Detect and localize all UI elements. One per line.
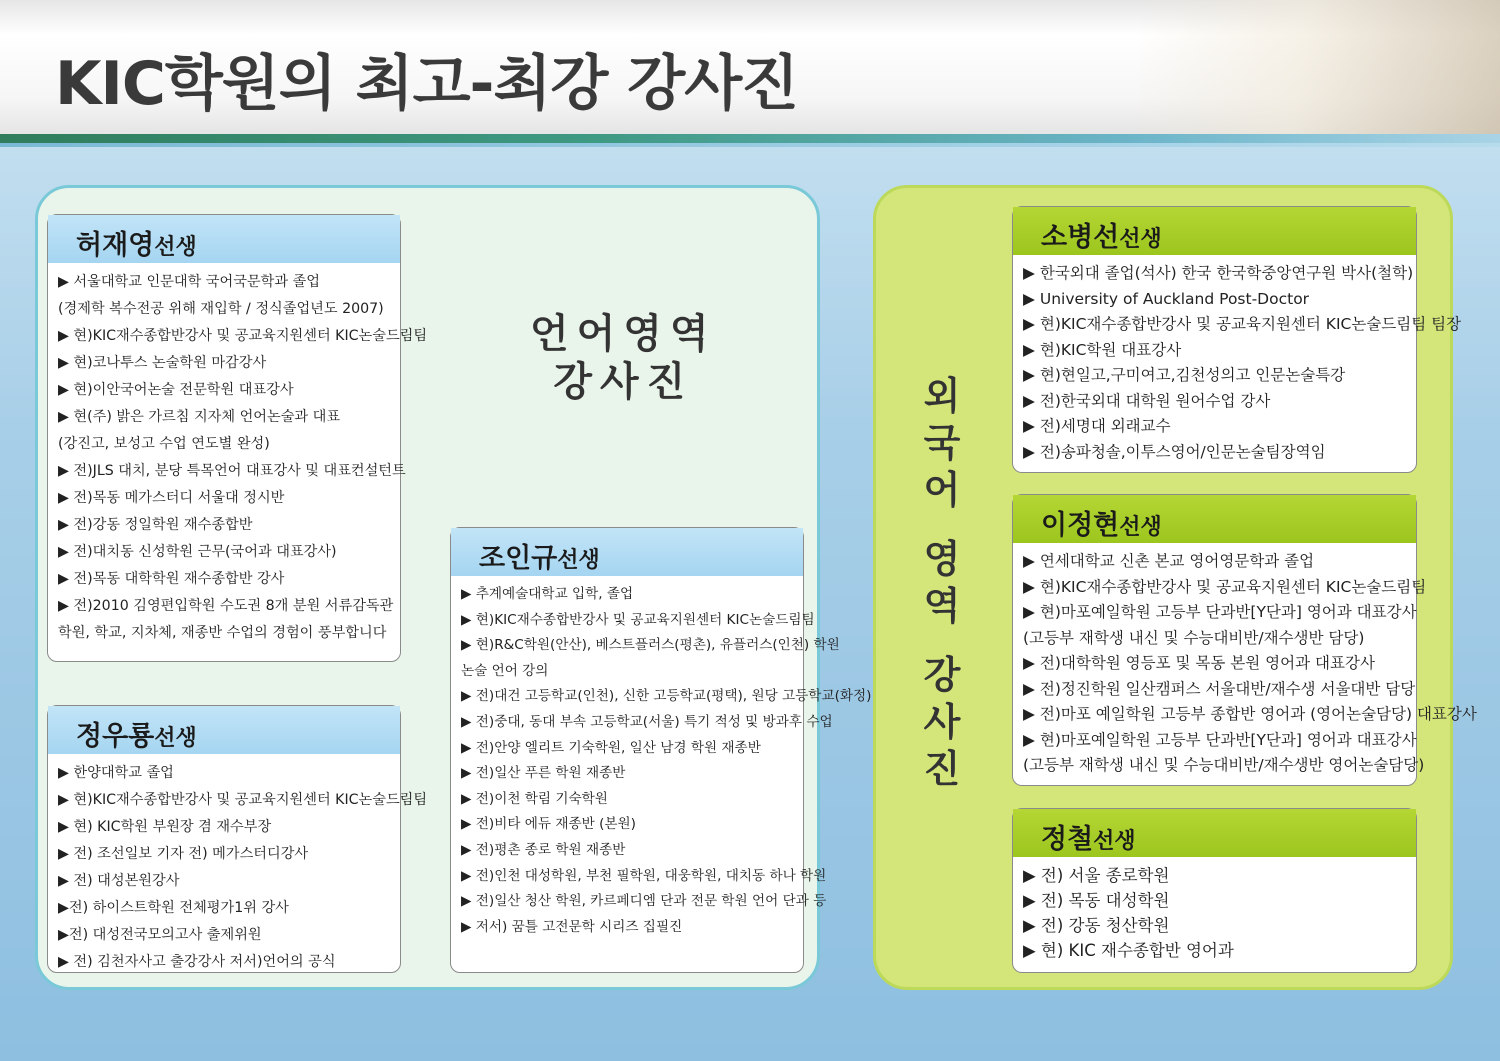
- career-item: ▶ 현)KIC재수종합반강사 및 공교육지원센터 KIC논술드림팀: [58, 792, 428, 808]
- foreign-title-char: [912, 513, 972, 535]
- career-item: ▶ 현)KIC재수종합반강사 및 공교육지원센터 KIC논술드림팀: [58, 328, 428, 344]
- career-item: ▶ 전)2010 김영편입학원 수도권 8개 분원 서류감독관: [58, 598, 394, 614]
- teacher-suffix: 선생: [557, 548, 600, 573]
- career-item: ▶ 전)일산 청산 학원, 카르페디엠 단과 전문 학원 언어 단과 등: [461, 893, 827, 910]
- teacher-name: [479, 536, 600, 575]
- career-item: ▶ 현)마포예일학원 고등부 단과반[Y단과] 영어과 대표강사: [1023, 603, 1417, 621]
- career-list: [48, 263, 428, 647]
- card-header: [451, 528, 803, 576]
- career-item: (고등부 재학생 내신 및 수능대비반/재수생반 담당): [1023, 628, 1365, 647]
- career-item: ▶ 한국외대 졸업(석사) 한국 한국학중앙연구원 박사(철학): [1023, 264, 1414, 282]
- teacher-name: [1041, 817, 1136, 856]
- foreign-title-char: 어: [923, 467, 961, 512]
- card-header: [1013, 207, 1416, 255]
- career-item: ▶ 전) 강동 청산학원: [1023, 916, 1170, 935]
- card-header: [1013, 809, 1416, 857]
- career-item: ▶ 전) 조선일보 기자 전) 메가스터디강사: [58, 846, 309, 862]
- career-item: ▶ 현)R&C학원(안산), 베스트플러스(평촌), 유플러스(인천) 학원: [461, 637, 840, 654]
- career-item: ▶ 전)대치동 신성학원 근무(국어과 대표강사): [58, 544, 337, 560]
- career-item: ▶ 서울대학교 인문대학 국어국문학과 졸업: [58, 274, 320, 290]
- header-banner: [0, 0, 1500, 140]
- career-item: ▶ 전)중대, 동대 부속 고등학교(서울) 특기 적성 및 방과후 수업: [461, 713, 833, 730]
- career-list: [48, 754, 428, 976]
- career-item: ▶ 전)이천 학림 기숙학원: [461, 790, 608, 807]
- foreign-title-char: 영: [923, 536, 961, 581]
- career-item: (경제학 복수전공 위해 재입학 / 정식졸업년도 2007): [58, 301, 384, 317]
- career-item: ▶ 연세대학교 신촌 본교 영어영문학과 졸업: [1023, 552, 1315, 570]
- teacher-name-text: 이정현: [1041, 510, 1120, 541]
- card-header: [48, 215, 400, 263]
- career-item: ▶ 현) KIC학원 부원장 겸 재수부장: [58, 819, 272, 835]
- career-list: [451, 576, 872, 940]
- teacher-name: [1041, 503, 1162, 542]
- career-item: ▶ 전)JLS 대치, 분당 특목언어 대표강사 및 대표컨설턴트: [58, 463, 406, 479]
- career-item: ▶ 전)세명대 외래교수: [1023, 417, 1171, 435]
- career-item: ▶ 현)마포예일학원 고등부 단과반[Y단과] 영어과 대표강사: [1023, 730, 1417, 749]
- career-item: ▶ 현)KIC학원 대표강사: [1023, 340, 1182, 359]
- career-item: ▶ 현) KIC 재수종합반 영어과: [1023, 941, 1234, 960]
- career-item: ▶ 현)KIC재수종합반강사 및 공교육지원센터 KIC논술드림팀: [1023, 577, 1427, 596]
- career-item: ▶ 전)목동 메가스터디 서울대 정시반: [58, 490, 285, 506]
- foreign-section-title: [912, 372, 972, 792]
- career-list: [1013, 255, 1462, 465]
- career-item: ▶ University of Auckland Post-Doctor: [1023, 289, 1310, 308]
- career-item: ▶ 전)한국외대 대학원 원어수업 강사: [1023, 391, 1271, 410]
- header-stripe: [0, 134, 1500, 143]
- teacher-name-text: 정철: [1041, 824, 1094, 855]
- foreign-title-char: 국: [923, 420, 961, 465]
- language-section-title: [530, 310, 717, 406]
- teacher-suffix: 선생: [1119, 515, 1162, 540]
- page-title: KIC학원의 최고-최강 강사진: [55, 49, 799, 119]
- teacher-suffix: 선생: [1093, 829, 1136, 854]
- foreign-title-char: 역: [923, 583, 961, 628]
- teacher-name-text: 소병선: [1041, 222, 1120, 253]
- career-item: ▶전) 하이스트학원 전체평가1위 강사: [58, 900, 289, 916]
- teacher-card-so: [1012, 206, 1462, 473]
- header-stripe-light: [0, 143, 1500, 147]
- career-item: ▶ 저서) 꿈틀 고전문학 시리즈 집필진: [461, 918, 683, 935]
- career-item: ▶ 전)대건 고등학교(인천), 신한 고등학교(평택), 원당 고등학교(화정): [461, 688, 872, 705]
- career-item: ▶ 전)목동 대학학원 재수종합반 강사: [58, 571, 285, 587]
- career-item: ▶ 현(주) 밝은 가르침 지자체 언어논술과 대표: [58, 409, 341, 425]
- book-image: [1140, 0, 1500, 140]
- language-section-title-line1: 언어영역: [530, 310, 717, 357]
- career-item: ▶ 추계예술대학교 입학, 졸업: [461, 586, 634, 602]
- career-item: ▶ 전) 대성본원강사: [58, 873, 180, 889]
- teacher-name-text: 조인규: [479, 543, 558, 574]
- career-item: ▶ 한양대학교 졸업: [58, 765, 174, 781]
- teacher-suffix: 선생: [1119, 227, 1162, 252]
- teacher-card-lee: [1012, 494, 1477, 786]
- career-item: ▶ 현)KIC재수종합반강사 및 공교육지원센터 KIC논술드림팀: [461, 611, 815, 628]
- career-item: ▶ 전)비타 에듀 재종반 (본원): [461, 816, 636, 833]
- teacher-suffix: 선생: [154, 726, 197, 751]
- career-item: ▶ 현)코나투스 논술학원 마감강사: [58, 355, 267, 371]
- career-item: ▶ 현)현일고,구미여고,김천성의고 인문논술특강: [1023, 366, 1346, 384]
- career-item: ▶ 전)마포 예일학원 고등부 종합반 영어과 (영어논술담당) 대표강사: [1023, 705, 1477, 723]
- career-item: ▶전) 대성전국모의고사 출제위원: [58, 927, 262, 943]
- language-section-title-line2: 강사진: [553, 358, 694, 405]
- foreign-title-char: 진: [923, 746, 961, 791]
- career-item: ▶ 전)강동 정일학원 재수종합반: [58, 517, 253, 533]
- teacher-name: [1041, 215, 1162, 254]
- career-item: (고등부 재학생 내신 및 수능대비반/재수생반 영어논술담당): [1023, 756, 1425, 774]
- career-item: ▶ 전)정진학원 일산캠퍼스 서울대반/재수생 서울대반 담당: [1023, 679, 1416, 698]
- teacher-suffix: 선생: [154, 235, 197, 260]
- career-item: ▶ 전) 서울 종로학원: [1023, 866, 1170, 885]
- career-item: ▶ 전)평촌 종로 학원 재종반: [461, 841, 626, 858]
- foreign-title-char: 외: [923, 373, 961, 418]
- teacher-card-heo: [47, 214, 428, 662]
- career-item: 학원, 학교, 지차체, 재종반 수업의 경험이 풍부합니다: [58, 625, 387, 641]
- card-header: [1013, 495, 1416, 543]
- teacher-name: [76, 714, 197, 753]
- career-item: 논술 언어 강의: [461, 662, 549, 679]
- career-item: ▶ 전)대학학원 영등포 및 목동 본원 영어과 대표강사: [1023, 654, 1375, 672]
- teacher-card-jeong: [47, 705, 428, 973]
- career-item: ▶ 전) 목동 대성학원: [1023, 891, 1170, 910]
- career-item: ▶ 전)안양 엘리트 기숙학원, 일산 남경 학원 재종반: [461, 739, 761, 756]
- career-item: (강진고, 보성고 수업 연도별 완성): [58, 436, 270, 452]
- career-item: ▶ 전)인천 대성학원, 부천 필학원, 대웅학원, 대치동 하나 학원: [461, 867, 827, 884]
- career-item: ▶ 전)일산 푸른 학원 재종반: [461, 765, 626, 782]
- card-header: [48, 706, 400, 754]
- career-item: ▶ 전)송파청솔,이투스영어/인문논술팀장역임: [1023, 442, 1326, 461]
- foreign-title-char: 강: [923, 652, 961, 697]
- career-item: ▶ 현)이안국어논술 전문학원 대표강사: [58, 382, 294, 398]
- career-list: [1013, 857, 1416, 963]
- teacher-name: [76, 223, 197, 262]
- teacher-name-text: 허재영: [76, 230, 155, 261]
- teacher-card-jo: [450, 527, 872, 973]
- career-item: ▶ 현)KIC재수종합반강사 및 공교육지원센터 KIC논술드림팀 팀장: [1023, 315, 1462, 333]
- career-item: ▶ 전) 김천자사고 출강강사 저서)언어의 공식: [58, 954, 336, 970]
- teacher-name-text: 정우룡: [76, 721, 155, 752]
- foreign-title-char: 사: [923, 699, 961, 744]
- foreign-title-char: [912, 629, 972, 651]
- teacher-card-jc: [1012, 808, 1417, 973]
- career-list: [1013, 543, 1477, 779]
